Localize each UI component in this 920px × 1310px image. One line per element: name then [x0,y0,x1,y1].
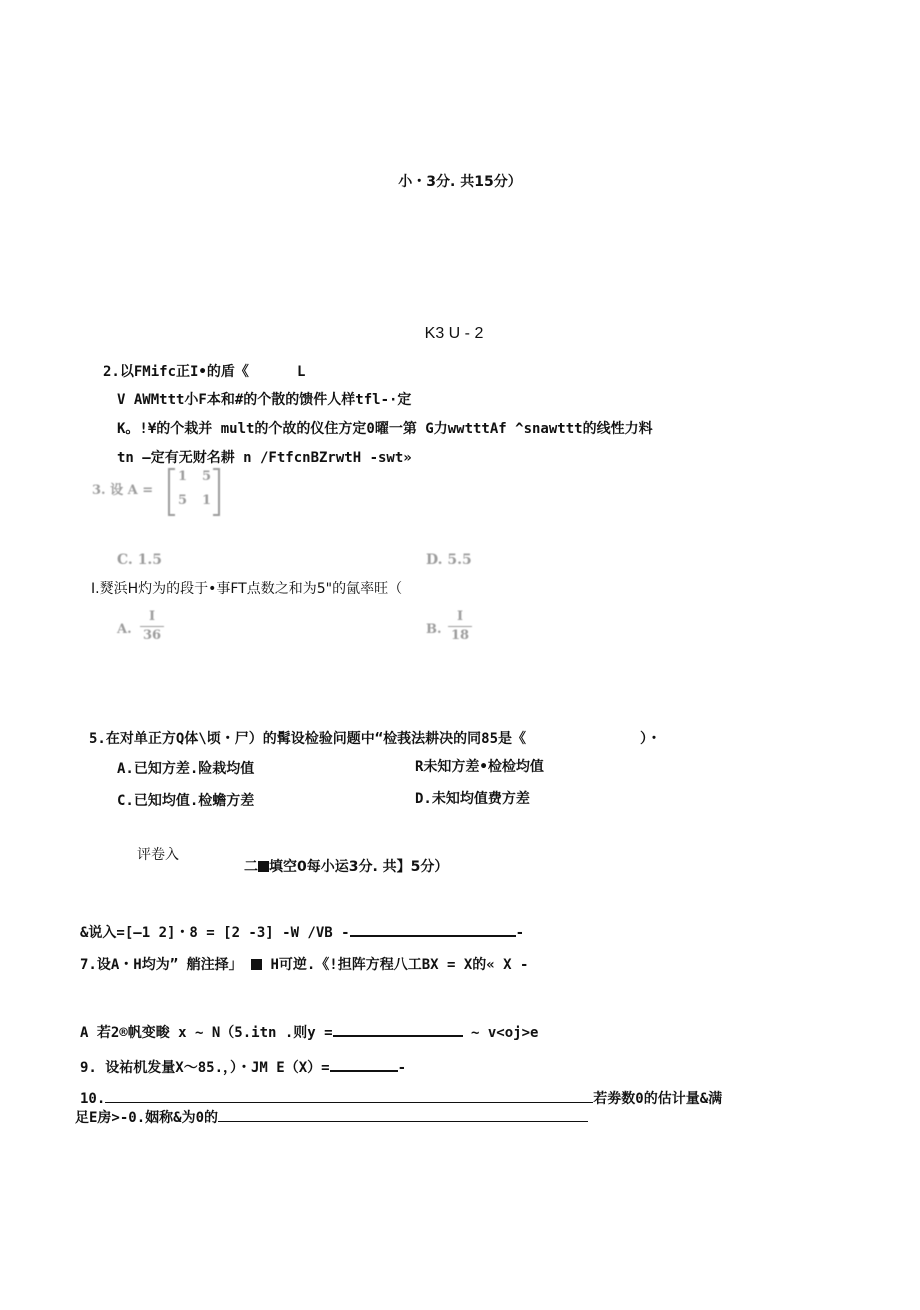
question-6-answer-blank[interactable] [350,921,516,937]
question-7 [80,955,528,975]
page-mid-header: K3 U - 2 [424,325,484,342]
matrix-cell: 1 [202,493,212,508]
matrix-cell: 5 [178,493,188,508]
question-5-option-a: A.已知方差.险栽均值 [117,761,255,777]
question-4-option-b-fraction [448,610,472,643]
question-6-end: - [515,925,525,941]
question-3-option-c: C. 1.5 [117,552,163,568]
question-4-option-a-label: A. [117,622,132,637]
question-2-option-line-tn: tn —定有无财名耕 n /FtfcnBZrwtH -swt» [117,450,412,466]
question-6 [80,921,524,943]
fraction-denominator: 18 [450,628,470,643]
question-10-answer-blank-2[interactable] [218,1107,588,1122]
question-5-option-c: C.已知均值.检蟾方差 [117,793,255,809]
fraction-numerator: I [456,609,464,624]
question-4-option-a-fraction [140,610,164,643]
question-10-line-1 [80,1088,722,1109]
question-8 [80,1021,538,1043]
section-one-header: 小・3分. 共15分） [398,174,522,190]
question-2-stem-end: L [297,364,306,380]
question-10-line-1-end: 若劵数0的估计量&满 [593,1091,723,1107]
question-2-option-line-k: K。!¥的个栽并 mult的个故的仪住方定0曜一第 G力wwtttAf ^snawttt的线性力料 [117,421,653,437]
question-2-stem: 2.以FMifc正I•的盾《 [103,364,249,380]
fraction-numerator: I [148,609,156,624]
section-two-header-text: 填空0每小运3分. 共】5分） [269,859,449,875]
question-8-text: A 若2®帆变畯 x ~ N（5.itn .则y = [80,1025,333,1041]
question-8-answer-blank[interactable] [333,1021,463,1037]
question-10-line-2-text: 足E房>-0.姻称&为0的 [75,1110,219,1126]
question-9-answer-blank[interactable] [330,1056,398,1072]
question-9-text: 9. 设祐机发量X〜85.，）・JM E（X）= [80,1060,330,1076]
fraction-denominator: 36 [142,628,162,643]
question-9 [80,1056,406,1078]
question-10-answer-blank-1[interactable] [105,1088,593,1103]
question-7-text-pre: 7.设A・H均为” 艄注择」 [80,957,243,973]
matrix-left-bracket [168,468,175,516]
question-5-option-d: D.未知均值费方差 [415,791,530,807]
question-7-text-post: H可逆.《!担阵方程八工BX = X的« X - [270,957,529,973]
question-4-option-b-label: B. [426,622,442,637]
question-2-option-line-v: V AWMttt小F本和#的个散的馈件人样tfl-·定 [117,392,412,408]
question-3-option-d: D. 5.5 [426,552,472,568]
section-two-header [244,857,448,877]
black-square-icon [258,861,269,872]
question-5-stem: 5.在对单正方Q体\顷・尸）的髯设检验问题中“检莪法耕决的同85是《 [89,731,526,747]
question-3-matrix [168,468,220,512]
fraction-bar [140,626,164,627]
matrix-right-bracket [213,468,220,516]
grader-label: 评卷入 [137,847,179,863]
question-10-label: 10. [80,1091,106,1107]
question-3-prefix: 3. 设 A = [92,483,154,498]
question-5-stem-end: ）・ [640,731,661,747]
fraction-bar [448,626,472,627]
question-4-stem: I.燹浜H灼为的段于•事FT点数之和为5"的氤率旺（ [91,581,403,597]
question-8-end: ~ v<oj>e [471,1025,539,1041]
matrix-cell: 5 [202,469,212,484]
question-9-end: - [397,1060,407,1076]
question-6-text: &说入=[—1 2]・8 = [2 -3] -W /VB - [80,925,350,941]
question-10-line-2 [75,1107,588,1128]
section-two-header-prefix: 二 [244,859,258,875]
question-5-option-b: R未知方差•检检均值 [415,759,544,775]
matrix-cell: 1 [178,469,188,484]
black-square-icon [251,959,262,970]
